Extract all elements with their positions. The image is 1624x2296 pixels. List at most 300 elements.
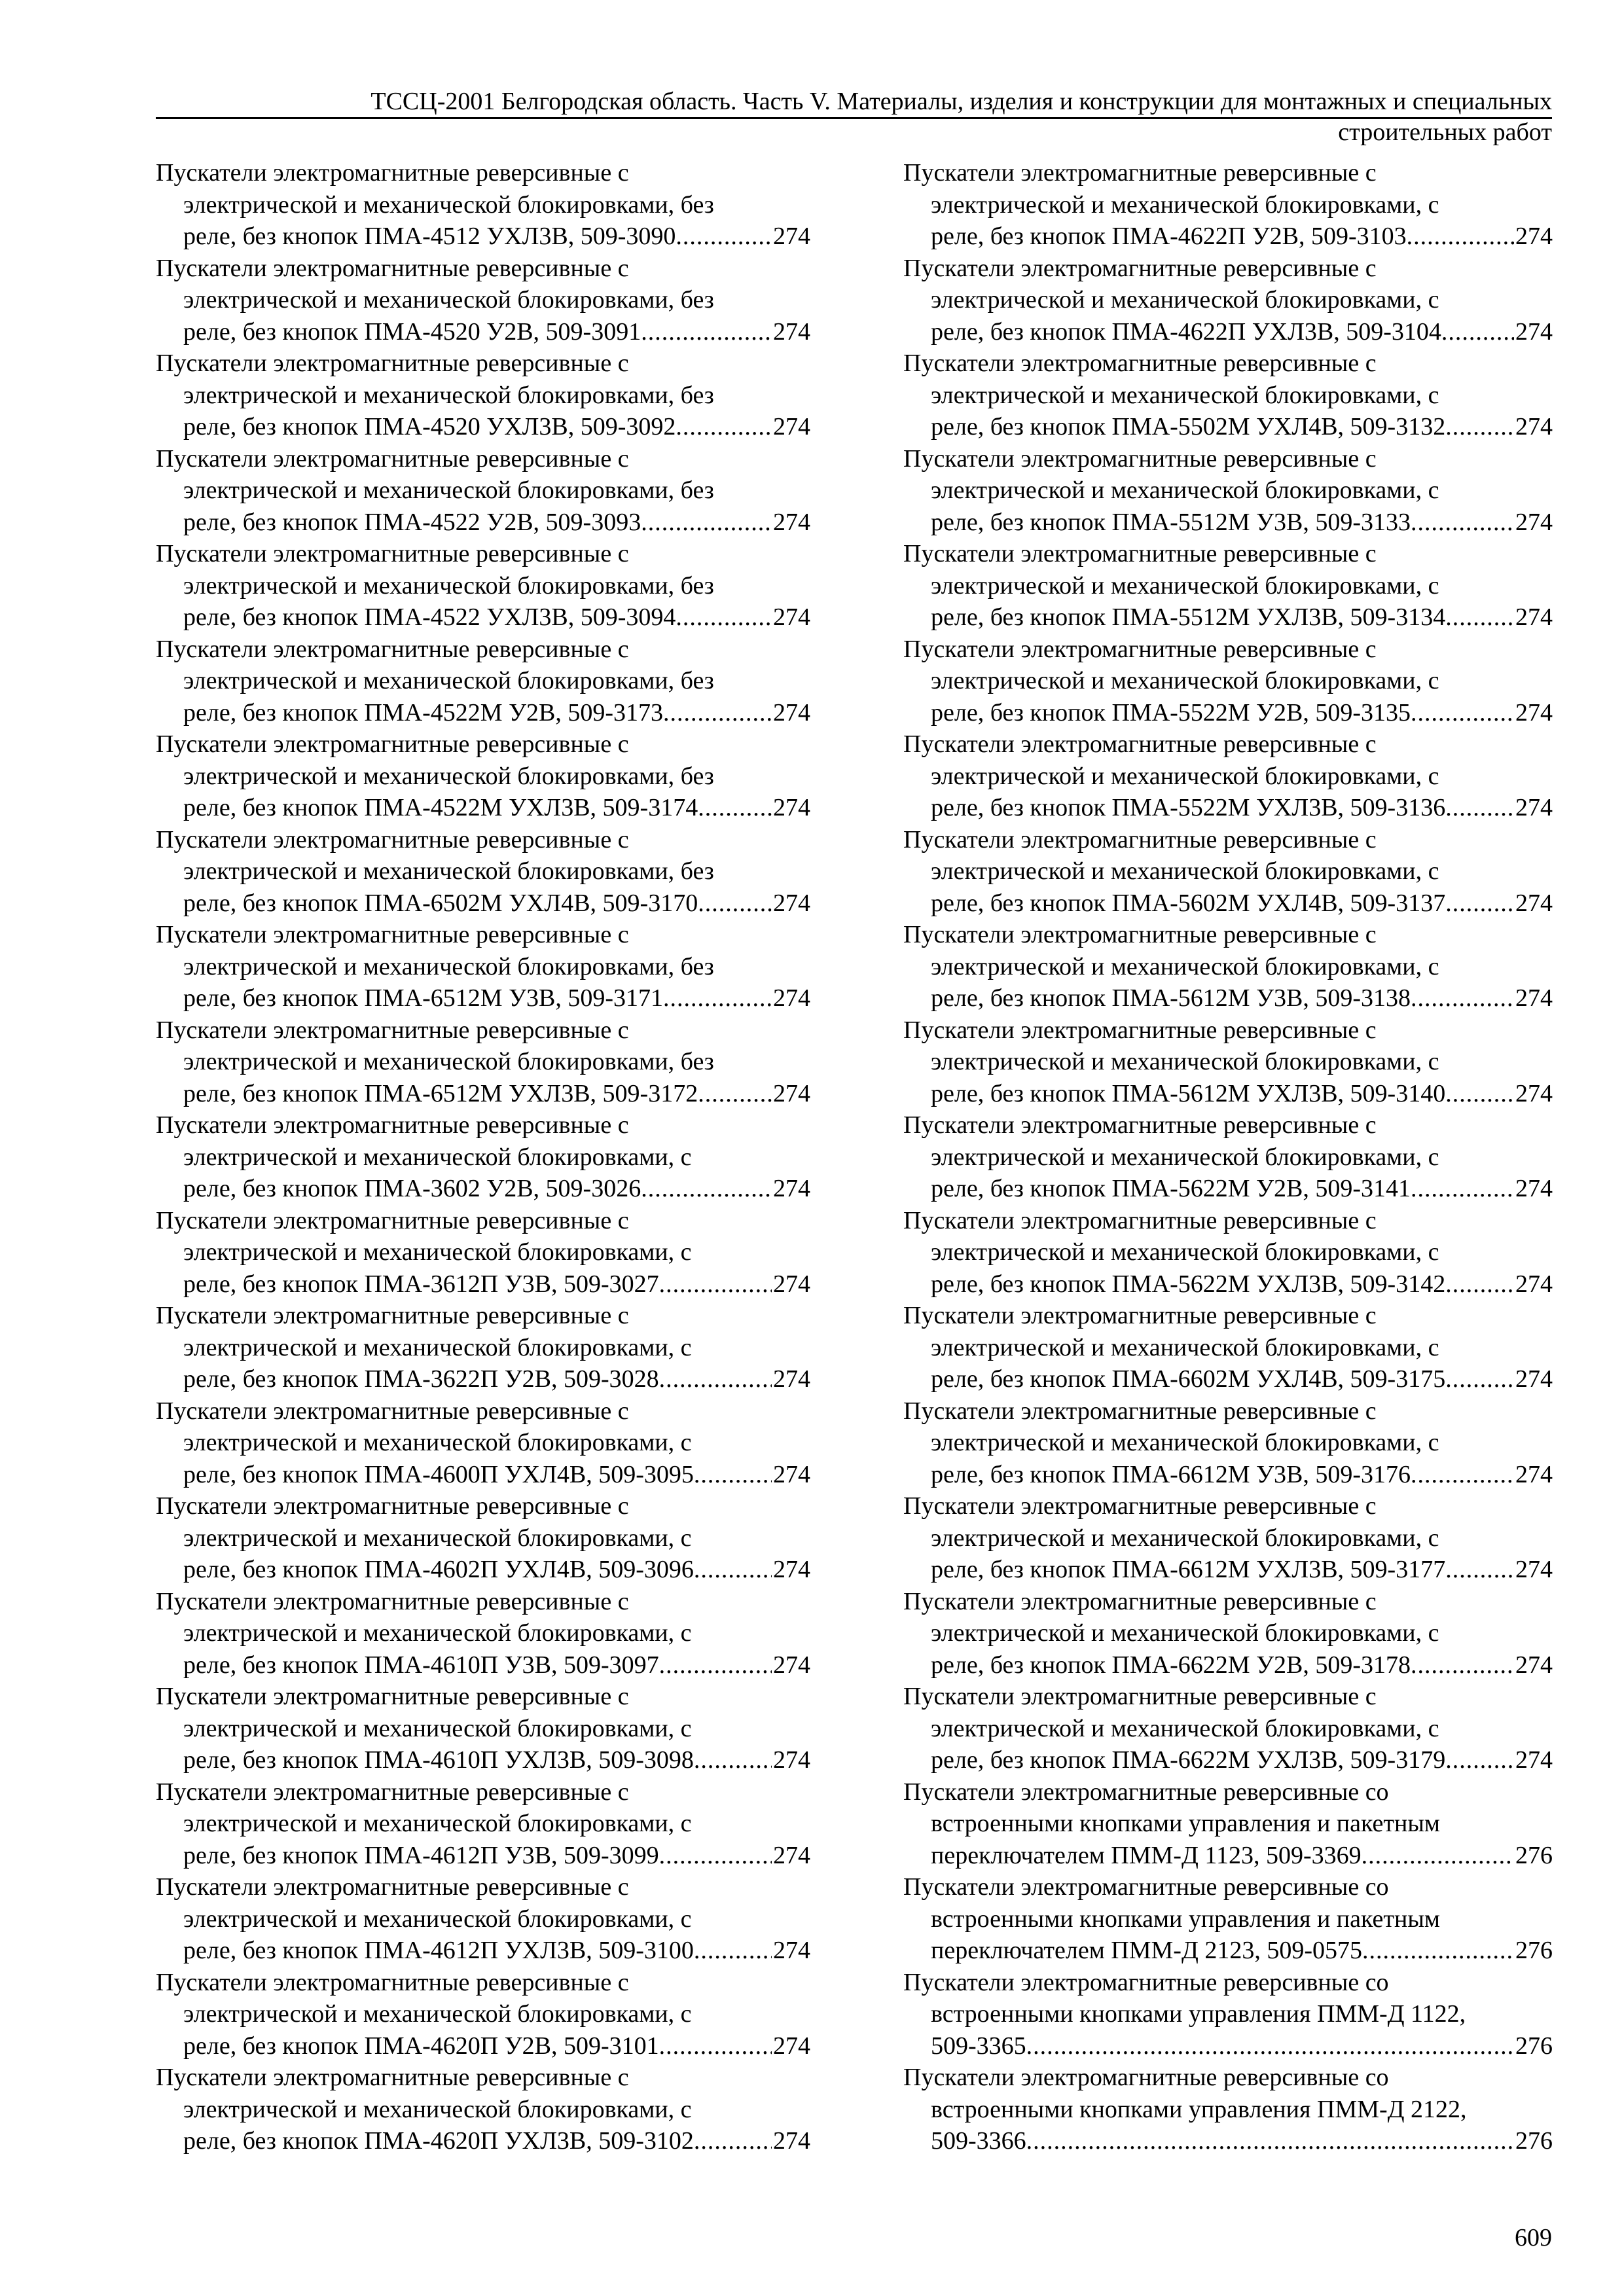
- entry-line-3: [156, 1840, 810, 1872]
- index-entry: [903, 634, 1553, 729]
- dot-leader: [641, 507, 772, 539]
- entry-line-3: [903, 1649, 1553, 1681]
- entry-page-number: 274: [1515, 984, 1553, 1012]
- entry-text: реле, без кнопок ПМА-6612М УХЛ3В, 509-3177: [931, 1556, 1446, 1583]
- entry-line-3: [903, 2030, 1553, 2062]
- entry-text: реле, без кнопок ПМА-4512 УХЛ3В, 509-3090: [183, 223, 676, 250]
- entry-line-1: Пускатели электромагнитные реверсивные с: [903, 350, 1377, 377]
- dot-leader: [1445, 1078, 1514, 1110]
- dot-leader: [1445, 411, 1514, 443]
- entry-line-2: электрической и механической блокировками, с: [183, 1619, 692, 1647]
- entry-line-3: [156, 507, 810, 539]
- entry-text: реле, без кнопок ПМА-4522М УХЛ3В, 509-3174: [183, 794, 698, 821]
- entry-line-2: электрической и механической блокировками, без: [183, 571, 714, 600]
- index-entry: [156, 538, 810, 634]
- index-entry: [903, 824, 1553, 920]
- entry-line-3: [156, 2125, 810, 2157]
- entry-page-number: 274: [1515, 1556, 1553, 1583]
- entry-line-3: [156, 697, 810, 729]
- entry-line-3: [156, 1173, 810, 1205]
- dot-leader: [1411, 1459, 1514, 1491]
- header-line-1: ТССЦ-2001 Белгородская область. Часть V. Материалы, изделия и конструкции для монтажных и специальных: [370, 88, 1552, 115]
- entry-line-2: электрической и механической блокировками, без: [183, 190, 714, 219]
- entry-line-3: [903, 1173, 1553, 1205]
- entry-line-2: электрической и механической блокировками, с: [183, 1143, 692, 1171]
- index-entry: [903, 538, 1553, 634]
- entry-line-3: [156, 1554, 810, 1586]
- entry-page-number: 274: [773, 1365, 810, 1393]
- entry-line-1: Пускатели электромагнитные реверсивные с: [903, 1492, 1377, 1520]
- entry-line-2: электрической и механической блокировками, с: [931, 667, 1439, 694]
- entry-text: реле, без кнопок ПМА-6602М УХЛ4В, 509-3175: [931, 1365, 1446, 1393]
- entry-line-2: электрической и механической блокировками, с: [931, 1619, 1439, 1647]
- dot-leader: [659, 1363, 772, 1395]
- entry-text: реле, без кнопок ПМА-5512М УХЛ3В, 509-3134: [931, 603, 1446, 631]
- index-entry: [156, 634, 810, 729]
- index-entry: [903, 1490, 1553, 1586]
- entry-text: реле, без кнопок ПМА-5612М УХЛ3В, 509-3140: [931, 1079, 1446, 1107]
- entry-line-2: встроенными кнопками управления и пакетным: [931, 1810, 1440, 1837]
- entry-page-number: 274: [773, 508, 810, 536]
- dot-leader: [676, 411, 772, 443]
- dot-leader: [1411, 1649, 1514, 1681]
- index-entry: [156, 1967, 810, 2062]
- entry-line-3: [156, 1078, 810, 1110]
- index-entry: [903, 1586, 1553, 1681]
- entry-page-number: 274: [773, 1746, 810, 1774]
- entry-line-1: Пускатели электромагнитные реверсивные с: [156, 444, 629, 473]
- entry-page-number: 274: [1515, 413, 1553, 440]
- dot-leader: [641, 1173, 772, 1205]
- entry-line-1: Пускатели электромагнитные реверсивные с: [156, 1206, 629, 1234]
- entry-line-2: встроенными кнопками управления ПММ-Д 2122,: [931, 2095, 1467, 2123]
- entry-text: реле, без кнопок ПМА-5612М У3В, 509-3138: [931, 984, 1411, 1012]
- entry-text: реле, без кнопок ПМА-4522 УХЛ3В, 509-3094: [183, 603, 676, 631]
- dot-leader: [694, 1459, 772, 1491]
- entry-line-2: электрической и механической блокировками, без: [183, 286, 714, 314]
- entry-line-2: электрической и механической блокировками, с: [183, 1905, 692, 1933]
- running-header: [156, 86, 1552, 148]
- entry-text: реле, без кнопок ПМА-4612П У3В, 509-3099: [183, 1841, 659, 1869]
- entry-text: реле, без кнопок ПМА-6622М УХЛ3В, 509-3179: [931, 1746, 1446, 1774]
- entry-line-1: Пускатели электромагнитные реверсивные со: [903, 1968, 1389, 1996]
- entry-line-3: [903, 1935, 1553, 1967]
- entry-line-2: встроенными кнопками управления и пакетным: [931, 1905, 1440, 1933]
- dot-leader: [659, 1649, 772, 1681]
- entry-line-1: Пускатели электромагнитные реверсивные с: [903, 1016, 1377, 1044]
- dot-leader: [1441, 316, 1514, 348]
- entry-line-3: [903, 697, 1553, 729]
- entry-text: реле, без кнопок ПМА-4610П У3В, 509-3097: [183, 1651, 659, 1679]
- entry-page-number: 276: [1515, 1937, 1553, 1964]
- entry-page-number: 274: [773, 1460, 810, 1488]
- entry-page-number: 274: [773, 698, 810, 726]
- dot-leader: [1411, 697, 1514, 729]
- entry-line-1: Пускатели электромагнитные реверсивные с: [903, 1206, 1377, 1234]
- entry-text: 509-3365: [931, 2032, 1026, 2060]
- entry-line-2: электрической и механической блокировками, с: [931, 190, 1439, 219]
- dot-leader: [676, 601, 772, 634]
- entry-text: переключателем ПММ-Д 1123, 509-3369: [931, 1841, 1362, 1869]
- entry-line-2: электрической и механической блокировками, с: [931, 381, 1439, 409]
- entry-line-1: Пускатели электромагнитные реверсивные со: [903, 1873, 1389, 1901]
- entry-text: реле, без кнопок ПМА-4620П УХЛ3В, 509-3102: [183, 2127, 694, 2155]
- index-entry: [156, 1871, 810, 1967]
- entry-line-2: электрической и механической блокировками, с: [183, 2095, 692, 2123]
- entry-text: реле, без кнопок ПМА-6612М У3В, 509-3176: [931, 1460, 1411, 1488]
- entry-line-2: электрической и механической блокировками, без: [183, 667, 714, 694]
- entry-text: реле, без кнопок ПМА-4622П У2В, 509-3103: [931, 223, 1407, 250]
- entry-line-1: Пускатели электромагнитные реверсивные с: [156, 1778, 629, 1806]
- index-entry: [156, 824, 810, 920]
- entry-page-number: 274: [773, 1651, 810, 1679]
- entry-line-1: Пускатели электромагнитные реверсивные с: [156, 159, 629, 187]
- entry-line-1: Пускатели электромагнитные реверсивные с: [903, 1397, 1377, 1425]
- entry-line-2: электрической и механической блокировками, без: [183, 476, 714, 504]
- entry-line-1: Пускатели электромагнитные реверсивные с: [156, 921, 629, 948]
- entry-line-3: [903, 1840, 1553, 1872]
- entry-page-number: 274: [773, 1079, 810, 1107]
- entry-page-number: 276: [1515, 1841, 1553, 1869]
- entry-line-1: Пускатели электромагнитные реверсивные со: [903, 2064, 1389, 2091]
- entry-line-2: электрической и механической блокировками, с: [183, 1714, 692, 1742]
- entry-line-2: электрической и механической блокировками, с: [183, 2000, 692, 2028]
- entry-page-number: 274: [773, 889, 810, 917]
- entry-line-1: Пускатели электромагнитные реверсивные с: [903, 1683, 1377, 1710]
- index-entry: [156, 1014, 810, 1110]
- entry-line-2: электрической и механической блокировками, с: [931, 1048, 1439, 1075]
- entry-line-1: Пускатели электромагнитные реверсивные с: [903, 540, 1377, 567]
- entry-line-3: [156, 792, 810, 824]
- dot-leader: [1445, 1268, 1514, 1300]
- dot-leader: [1445, 1363, 1514, 1395]
- entry-page-number: 274: [1515, 1079, 1553, 1107]
- dot-leader: [694, 2125, 772, 2157]
- entry-text: реле, без кнопок ПМА-4610П УХЛ3В, 509-3098: [183, 1746, 694, 1774]
- entry-text: реле, без кнопок ПМА-5622М У2В, 509-3141: [931, 1175, 1411, 1202]
- entry-line-3: [156, 1649, 810, 1681]
- entry-page-number: 274: [1515, 508, 1553, 536]
- index-entry: [903, 1776, 1553, 1872]
- entry-page-number: 274: [773, 1937, 810, 1964]
- entry-line-1: Пускатели электромагнитные реверсивные с: [156, 2064, 629, 2091]
- entry-line-2: электрической и механической блокировками, без: [183, 762, 714, 790]
- entry-line-2: электрической и механической блокировками, с: [183, 1524, 692, 1552]
- entry-page-number: 274: [1515, 317, 1553, 346]
- dot-leader: [694, 1744, 772, 1776]
- index-entry: [903, 1014, 1553, 1110]
- entry-line-3: [903, 411, 1553, 443]
- entry-line-1: Пускатели электромагнитные реверсивные с: [156, 1587, 629, 1615]
- entry-line-3: [903, 2125, 1553, 2157]
- index-entry: [156, 1109, 810, 1205]
- entry-line-3: [903, 221, 1553, 253]
- entry-line-2: электрической и механической блокировками, с: [931, 952, 1439, 980]
- entry-line-1: Пускатели электромагнитные реверсивные с: [903, 635, 1377, 663]
- dot-leader: [659, 1840, 772, 1872]
- index-entry: [156, 443, 810, 539]
- entry-line-1: Пускатели электромагнитные реверсивные с: [156, 540, 629, 567]
- entry-page-number: 274: [773, 2127, 810, 2155]
- index-entry: [903, 728, 1553, 824]
- entry-line-2: электрической и механической блокировками, с: [931, 476, 1439, 504]
- entry-page-number: 274: [1515, 1651, 1553, 1679]
- entry-text: реле, без кнопок ПМА-4522 У2В, 509-3093: [183, 508, 641, 536]
- entry-page-number: 276: [1515, 2127, 1553, 2155]
- entry-text: реле, без кнопок ПМА-4602П УХЛ4В, 509-3096: [183, 1556, 694, 1583]
- entry-page-number: 274: [773, 413, 810, 440]
- entry-line-2: электрической и механической блокировками, с: [931, 1714, 1439, 1742]
- dot-leader: [1411, 982, 1514, 1014]
- entry-line-2: электрической и механической блокировками, с: [931, 1143, 1439, 1171]
- index-entry: [156, 1681, 810, 1776]
- entry-line-3: [156, 411, 810, 443]
- index-entry: [903, 157, 1553, 253]
- dot-leader: [676, 221, 772, 253]
- entry-page-number: 274: [773, 1556, 810, 1583]
- entry-line-1: Пускатели электромагнитные реверсивные с: [903, 825, 1377, 853]
- dot-leader: [698, 888, 772, 920]
- entry-text: реле, без кнопок ПМА-4520 УХЛ3В, 509-3092: [183, 413, 676, 440]
- dot-leader: [1445, 888, 1514, 920]
- entry-text: реле, без кнопок ПМА-4622П УХЛ3В, 509-3104: [931, 317, 1441, 346]
- entry-text: реле, без кнопок ПМА-5512М У3В, 509-3133: [931, 508, 1411, 536]
- entry-line-1: Пускатели электромагнитные реверсивные с: [156, 1397, 629, 1425]
- entry-text: реле, без кнопок ПМА-4520 У2В, 509-3091: [183, 317, 641, 346]
- entry-text: 509-3366: [931, 2127, 1026, 2155]
- index-entry: [156, 1205, 810, 1300]
- entry-line-1: Пускатели электромагнитные реверсивные со: [903, 1778, 1389, 1806]
- dot-leader: [1362, 1935, 1514, 1967]
- index-entry: [156, 728, 810, 824]
- entry-line-3: [156, 221, 810, 253]
- index-entry: [903, 1300, 1553, 1395]
- dot-leader: [1026, 2030, 1514, 2062]
- dot-leader: [694, 1554, 772, 1586]
- entry-text: реле, без кнопок ПМА-5522М У2В, 509-3135: [931, 698, 1411, 726]
- page-number: 609: [1515, 2224, 1552, 2251]
- entry-page-number: 274: [773, 794, 810, 821]
- entry-line-2: электрической и механической блокировками, без: [183, 857, 714, 885]
- entry-line-2: электрической и механической блокировками, с: [931, 1524, 1439, 1552]
- index-entry: [903, 348, 1553, 443]
- entry-line-1: Пускатели электромагнитные реверсивные с: [156, 1873, 629, 1901]
- index-entry: [903, 919, 1553, 1014]
- entry-line-3: [903, 888, 1553, 920]
- entry-line-1: Пускатели электромагнитные реверсивные с: [156, 825, 629, 853]
- dot-leader: [659, 1268, 772, 1300]
- entry-line-3: [903, 1744, 1553, 1776]
- index-entry: [903, 1967, 1553, 2062]
- entry-page-number: 274: [1515, 1270, 1553, 1298]
- entry-line-2: электрической и механической блокировками, с: [183, 1238, 692, 1266]
- dot-leader: [698, 792, 772, 824]
- index-entry: [156, 1490, 810, 1586]
- entry-text: реле, без кнопок ПМА-4522М У2В, 509-3173: [183, 698, 663, 726]
- index-entry: [903, 1109, 1553, 1205]
- index-column-right: [903, 157, 1553, 2157]
- entry-line-3: [156, 1935, 810, 1967]
- entry-line-2: электрической и механической блокировками, с: [931, 1333, 1439, 1361]
- entry-page-number: 274: [1515, 889, 1553, 917]
- entry-line-1: Пускатели электромагнитные реверсивные с: [903, 921, 1377, 948]
- dot-leader: [1445, 601, 1514, 634]
- entry-text: реле, без кнопок ПМА-3602 У2В, 509-3026: [183, 1175, 641, 1202]
- index-entry: [156, 2062, 810, 2157]
- entry-line-3: [903, 1554, 1553, 1586]
- index-entry: [156, 1300, 810, 1395]
- dot-leader: [1445, 1744, 1514, 1776]
- dot-leader: [694, 1935, 772, 1967]
- entry-line-3: [903, 507, 1553, 539]
- entry-page-number: 274: [773, 1270, 810, 1298]
- entry-line-1: Пускатели электромагнитные реверсивные с: [156, 350, 629, 377]
- dot-leader: [659, 2030, 772, 2062]
- entry-line-3: [156, 1363, 810, 1395]
- dot-leader: [698, 1078, 772, 1110]
- entry-line-3: [903, 601, 1553, 634]
- index-entry: [903, 1395, 1553, 1491]
- index-entry: [903, 253, 1553, 348]
- entry-text: реле, без кнопок ПМА-6512М УХЛ3В, 509-3172: [183, 1079, 698, 1107]
- entry-line-1: Пускатели электромагнитные реверсивные с: [903, 1587, 1377, 1615]
- dot-leader: [1362, 1840, 1514, 1872]
- index-entry: [903, 443, 1553, 539]
- index-entry: [156, 253, 810, 348]
- entry-line-3: [156, 1268, 810, 1300]
- entry-line-2: электрической и механической блокировками, с: [183, 1810, 692, 1837]
- index-entry: [903, 1681, 1553, 1776]
- entry-page-number: 274: [1515, 1746, 1553, 1774]
- entry-line-3: [156, 1744, 810, 1776]
- dot-leader: [641, 316, 772, 348]
- entry-text: реле, без кнопок ПМА-5502М УХЛ4В, 509-3132: [931, 413, 1446, 440]
- entry-page-number: 276: [1515, 2032, 1553, 2060]
- entry-page-number: 274: [1515, 698, 1553, 726]
- entry-text: реле, без кнопок ПМА-5522М УХЛ3В, 509-3136: [931, 794, 1446, 821]
- entry-page-number: 274: [773, 1175, 810, 1202]
- entry-line-2: электрической и механической блокировками, с: [931, 762, 1439, 790]
- index-entry: [156, 1586, 810, 1681]
- entry-line-3: [903, 792, 1553, 824]
- entry-line-3: [156, 316, 810, 348]
- entry-line-1: Пускатели электромагнитные реверсивные с: [156, 1302, 629, 1329]
- index-entry: [903, 2062, 1553, 2157]
- entry-text: реле, без кнопок ПМА-5622М УХЛ3В, 509-3142: [931, 1270, 1446, 1298]
- dot-leader: [1407, 221, 1514, 253]
- dot-leader: [663, 697, 772, 729]
- entry-page-number: 274: [1515, 1175, 1553, 1202]
- index-entry: [156, 1395, 810, 1491]
- entry-line-3: [156, 601, 810, 634]
- entry-line-1: Пускатели электромагнитные реверсивные с: [156, 730, 629, 758]
- entry-line-1: Пускатели электромагнитные реверсивные с: [903, 159, 1377, 187]
- entry-line-1: Пускатели электромагнитные реверсивные с: [156, 1492, 629, 1520]
- dot-leader: [1445, 1554, 1514, 1586]
- entry-page-number: 274: [1515, 223, 1553, 250]
- header-rule: [156, 117, 1552, 119]
- header-line-2: строительных работ: [1338, 118, 1552, 146]
- index-entry: [156, 348, 810, 443]
- entry-line-1: Пускатели электромагнитные реверсивные с: [156, 1683, 629, 1710]
- entry-page-number: 274: [1515, 794, 1553, 821]
- entry-text: реле, без кнопок ПМА-3612П У3В, 509-3027: [183, 1270, 659, 1298]
- index-column-left: [156, 157, 810, 2157]
- entry-line-2: электрической и механической блокировками, с: [931, 857, 1439, 885]
- entry-line-1: Пускатели электромагнитные реверсивные с: [156, 1968, 629, 1996]
- entry-text: реле, без кнопок ПМА-6622М У2В, 509-3178: [931, 1651, 1411, 1679]
- entry-line-2: электрической и механической блокировками, с: [931, 1429, 1439, 1456]
- index-entry: [903, 1871, 1553, 1967]
- entry-page-number: 274: [773, 1841, 810, 1869]
- entry-line-3: [156, 1459, 810, 1491]
- entry-line-3: [903, 316, 1553, 348]
- entry-text: реле, без кнопок ПМА-4620П У2В, 509-3101: [183, 2032, 659, 2060]
- entry-page-number: 274: [773, 603, 810, 631]
- entry-line-1: Пускатели электромагнитные реверсивные с: [903, 730, 1377, 758]
- entry-line-2: встроенными кнопками управления ПММ-Д 1122,: [931, 2000, 1466, 2028]
- index-entry: [156, 157, 810, 253]
- dot-leader: [1411, 507, 1514, 539]
- entry-line-3: [903, 1459, 1553, 1491]
- entry-text: реле, без кнопок ПМА-4612П УХЛ3В, 509-3100: [183, 1937, 694, 1964]
- entry-line-1: Пускатели электромагнитные реверсивные с: [903, 444, 1377, 473]
- entry-text: переключателем ПММ-Д 2123, 509-0575: [931, 1937, 1363, 1964]
- entry-line-1: Пускатели электромагнитные реверсивные с: [903, 254, 1377, 282]
- index-entry: [903, 1205, 1553, 1300]
- entry-text: реле, без кнопок ПМА-3622П У2В, 509-3028: [183, 1365, 659, 1393]
- entry-line-3: [903, 1078, 1553, 1110]
- entry-page-number: 274: [1515, 1365, 1553, 1393]
- entry-line-3: [903, 1363, 1553, 1395]
- dot-leader: [1445, 792, 1514, 824]
- entry-page-number: 274: [1515, 603, 1553, 631]
- entry-page-number: 274: [773, 984, 810, 1012]
- entry-line-1: Пускатели электромагнитные реверсивные с: [903, 1111, 1377, 1139]
- entry-line-2: электрической и механической блокировками, с: [931, 571, 1439, 600]
- entry-line-2: электрической и механической блокировками, с: [931, 1238, 1439, 1266]
- entry-line-3: [156, 888, 810, 920]
- entry-text: реле, без кнопок ПМА-6512М У3В, 509-3171: [183, 984, 663, 1012]
- entry-line-1: Пускатели электромагнитные реверсивные с: [156, 635, 629, 663]
- entry-line-1: Пускатели электромагнитные реверсивные с: [156, 1016, 629, 1044]
- entry-page-number: 274: [773, 223, 810, 250]
- dot-leader: [663, 982, 772, 1014]
- entry-line-3: [903, 1268, 1553, 1300]
- entry-text: реле, без кнопок ПМА-4600П УХЛ4В, 509-3095: [183, 1460, 694, 1488]
- entry-line-1: Пускатели электромагнитные реверсивные с: [156, 254, 629, 282]
- entry-page-number: 274: [1515, 1460, 1553, 1488]
- entry-text: реле, без кнопок ПМА-5602М УХЛ4В, 509-3137: [931, 889, 1446, 917]
- index-entry: [156, 1776, 810, 1872]
- dot-leader: [1411, 1173, 1514, 1205]
- entry-line-3: [156, 982, 810, 1014]
- dot-leader: [1026, 2125, 1514, 2157]
- entry-line-2: электрической и механической блокировками, без: [183, 381, 714, 409]
- index-entry: [156, 919, 810, 1014]
- entry-line-3: [903, 982, 1553, 1014]
- entry-page-number: 274: [773, 317, 810, 346]
- entry-page-number: 274: [773, 2032, 810, 2060]
- entry-line-2: электрической и механической блокировками, без: [183, 952, 714, 980]
- entry-line-1: Пускатели электромагнитные реверсивные с: [156, 1111, 629, 1139]
- entry-line-2: электрической и механической блокировками, с: [183, 1429, 692, 1456]
- entry-line-1: Пускатели электромагнитные реверсивные с: [903, 1302, 1377, 1329]
- entry-line-2: электрической и механической блокировками, с: [183, 1333, 692, 1361]
- entry-text: реле, без кнопок ПМА-6502М УХЛ4В, 509-3170: [183, 889, 698, 917]
- entry-line-3: [156, 2030, 810, 2062]
- entry-line-2: электрической и механической блокировками, без: [183, 1048, 714, 1075]
